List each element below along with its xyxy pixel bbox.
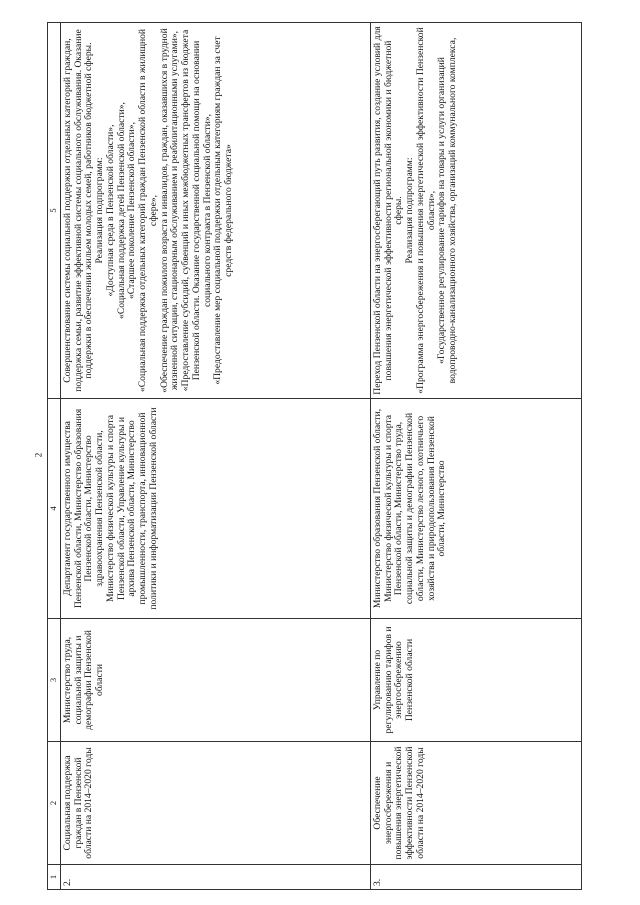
goals-cell xyxy=(61,23,371,399)
page-number: 2 xyxy=(33,452,44,458)
goals-text: Переход Пензенской области на энергосберегающий путь развития, создание условий для повышения энергетической эффективности региональной экономики и бюджетной сферы. xyxy=(372,26,405,395)
programs-table xyxy=(47,22,582,890)
row-number: 2. xyxy=(61,865,371,890)
subprograms-title: Реализация подпрограмм: xyxy=(404,157,416,264)
header-col-2: 2 xyxy=(48,742,61,865)
program-name: Обеспечение энергосбережения и повышения энергетической эффективности Пензенской области на 2014–2020 годы xyxy=(371,742,582,865)
subprogram-item: «Предоставление мер социальной поддержки отдельным категориям граждан за счет средств федерального бюджета» xyxy=(212,36,235,385)
rotated-table-wrapper xyxy=(47,22,589,890)
subprogram-item: «Социальная поддержка детей Пензенской области», xyxy=(115,102,127,319)
goals-text: Совершенствование системы социальной поддержки отдельных категорий граждан, поддержка семьи, развитие эффективной системы социального обслуживания. Оказание поддержки в обеспечении жильем молодых семей, работников бюджетной сферы. xyxy=(62,29,95,392)
goals-cell xyxy=(371,23,582,399)
subprogram-item: «Старшее поколение Пензенской области», xyxy=(126,122,138,300)
subprograms-title: Реализация подпрограмм: xyxy=(94,157,106,264)
program-name: Социальная поддержка граждан в Пензенской области на 2014–2020 годы xyxy=(61,742,371,865)
participants: Министерство образования Пензенской области, Министерство физической культуры и спорта Пензенской области, Министерство труда, социальной защиты и демографии Пензенской области, Министерство лесного, охотничьего хозяйства и природопользования Пензенской области, Министерство xyxy=(371,399,582,619)
subprogram-item: «Доступная среда в Пензенской области», xyxy=(104,124,116,297)
subprogram-item: «Социальная поддержка отдельных категорий граждан Пензенской области в жилищной сфере», xyxy=(137,28,159,393)
header-col-1: 1 xyxy=(48,865,61,890)
header-col-3: 3 xyxy=(48,619,61,742)
subprogram-item: «Предоставление субсидий, субвенций и иных межбюджетных трансфертов из бюджета Пензенской области. Оказание государственной социальной помощи на основании социального контракта в Пензенской области», xyxy=(180,29,213,392)
header-col-4: 4 xyxy=(48,399,61,619)
responsible-executor: Управление по регулированию тарифов и энергосбережению Пензенской области xyxy=(371,619,582,742)
participants: Департамент государственного имущества Пензенской области, Министерство образования Пензенской области, Министерство здравоохранения Пензенской области, Министерство физической культуры и спорта Пензенской области, Управление культуры и архива Пензенской области, Министерство промышленности, транспорта, инновационной политики и информатизации Пензенской области xyxy=(61,399,371,619)
responsible-executor: Министерство труда, социальной защиты и демографии Пензенской области xyxy=(61,619,371,742)
subprogram-item: «Государственное регулирование тарифов на товары и услуги организаций водопроводно-канализационного хозяйства, организаций коммунального комплекса, xyxy=(436,37,459,384)
header-col-5: 5 xyxy=(48,23,61,399)
subprogram-item: «Обеспечение граждан пожилого возраста и инвалидов, граждан, оказавшихся в трудной жизненной ситуации, стационарным обслуживанием и реабилитационными услугами», xyxy=(158,28,181,393)
subprogram-item: «Программа энергосбережения и повышения энергетической эффективности Пензенской области», xyxy=(414,27,437,394)
table-row xyxy=(371,23,582,890)
table-row xyxy=(61,23,371,890)
row-number: 3. xyxy=(371,865,582,890)
table-header-row xyxy=(48,23,61,890)
